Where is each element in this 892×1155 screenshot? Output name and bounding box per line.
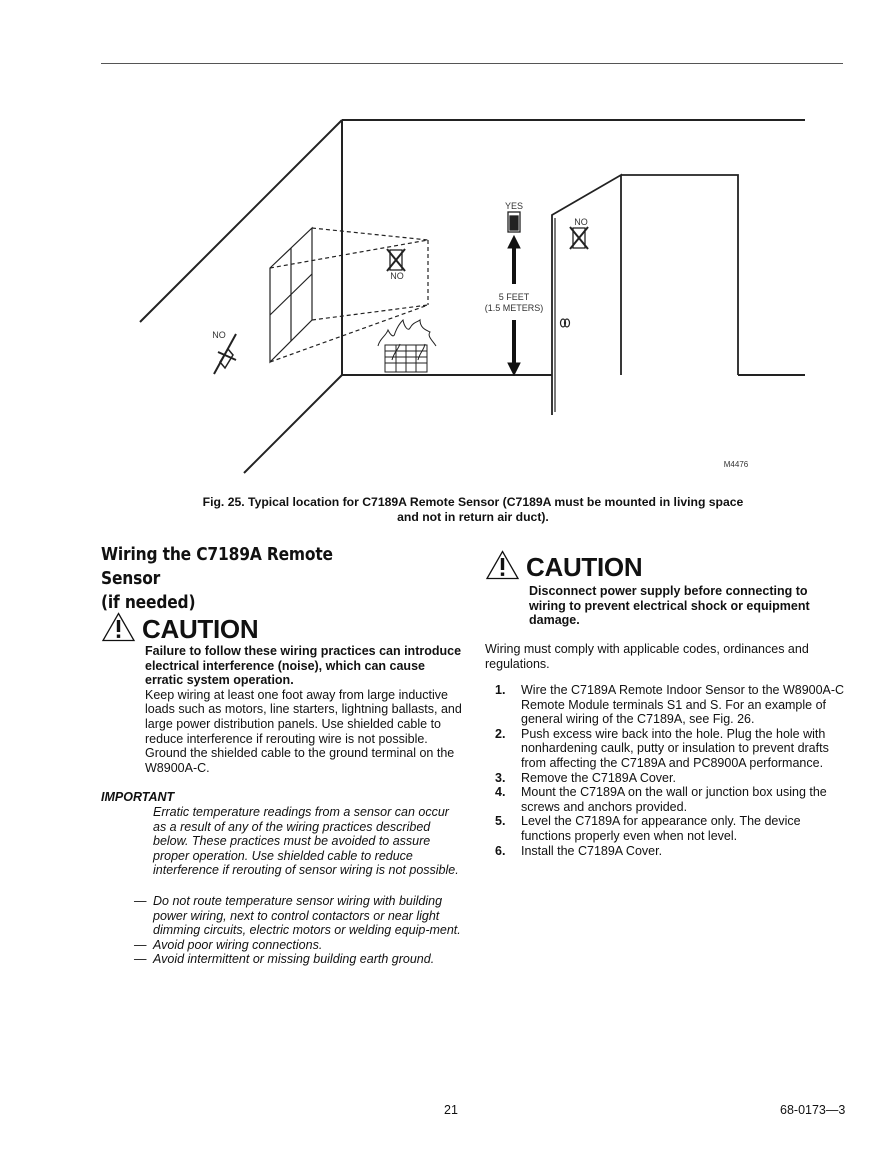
figure-caption: Fig. 25. Typical location for C7189A Remote Sensor (C7189A must be mounted in living space and not in return air duct).: [202, 495, 744, 524]
caution-heading-right-text: CAUTION: [526, 552, 643, 582]
step-item: [495, 814, 845, 843]
radiator-icon: [385, 345, 427, 372]
step-text: Wire the C7189A Remote Indoor Sensor to the W8900A-C Remote Module terminals S1 and S. For an example of general wiring of the C7189A, see Fig. 26.: [521, 683, 845, 727]
bullet-dash: —: [134, 937, 147, 952]
step-text: Push excess wire back into the hole. Plug the hole with nonhardening caulk, putty or insulation to prevent drafts from affecting the C7189A and PC8900A performance.: [521, 726, 829, 770]
label-height-meters: (1.5 METERS): [484, 303, 544, 313]
caution-left-text: Keep wiring at least one foot away from large inductive loads such as motors, line starters, lightning ballasts, and large power distribution panels. Use shielded cable to reduce interference if rerouting wire is not possible. Ground the shielded cable to the ground terminal on the W8900A-C.: [145, 687, 462, 775]
door-frame: [552, 175, 621, 415]
important-label: IMPORTANT: [101, 790, 175, 804]
important-body: Erratic temperature readings from a sensor can occur as a result of any of the wiring practices described below. These practices must be avoided to assure proper operation. Use shielded cable to reduce interference if rerouting of sensor wiring is not possible.: [153, 805, 459, 878]
step-number: 3.: [495, 770, 506, 785]
sensor-yes-icon: [508, 212, 520, 232]
caution-body-left: [145, 644, 465, 775]
caution-left-warning: Failure to follow these wiring practices can introduce electrical interference (noise), which can cause erratic system operation.: [145, 644, 462, 688]
caution-body-right: [529, 584, 839, 628]
step-text: Mount the C7189A on the wall or junction box using the screws and anchors provided.: [521, 785, 827, 814]
step-item: [495, 844, 845, 859]
section-title-line-2: (if needed): [101, 592, 196, 613]
step-text: Install the C7189A Cover.: [521, 843, 663, 858]
step-item: [495, 785, 845, 814]
floor-edge-line: [244, 375, 342, 473]
step-number: 6.: [495, 843, 506, 858]
warning-triangle-icon: [101, 612, 136, 642]
bullet-item: [134, 952, 464, 967]
bullet-text: Avoid intermittent or missing building earth ground.: [153, 952, 435, 967]
intro-paragraph: Wiring must comply with applicable codes, ordinances and regulations.: [485, 642, 809, 671]
important-bullets: [134, 894, 464, 967]
step-text: Remove the C7189A Cover.: [521, 770, 676, 785]
drawing-id: M4476: [723, 460, 749, 469]
sensor-no-door-icon: [570, 227, 588, 249]
label-yes: YES: [504, 201, 524, 211]
bullet-dash: —: [134, 952, 147, 967]
label-height-feet: 5 FEET: [498, 292, 530, 302]
section-title-line-1: Wiring the C7189A Remote Sensor: [101, 544, 333, 589]
step-text: Level the C7189A for appearance only. The device functions properly even when not level.: [521, 814, 801, 843]
bullet-item: [134, 938, 464, 953]
label-no-door: NO: [574, 217, 588, 227]
bullet-item: [134, 894, 464, 938]
sensor-no-corner-icon: [214, 334, 236, 374]
step-number: 1.: [495, 683, 506, 697]
sensor-location-figure: [100, 100, 810, 480]
caution-heading-left-text: CAUTION: [142, 614, 259, 644]
document-number: 68-0173—3: [780, 1103, 846, 1117]
step-item: [495, 683, 845, 727]
step-item: [495, 727, 845, 771]
doorway-frame: [621, 175, 738, 375]
caution-right-warning: Disconnect power supply before connecting to wiring to prevent electrical shock or equipment damage.: [529, 584, 810, 628]
caution-heading-right: [485, 550, 642, 580]
step-number: 2.: [495, 726, 506, 741]
step-number: 5.: [495, 814, 506, 829]
duct-outline: [312, 228, 428, 240]
warning-triangle-icon: [485, 550, 520, 580]
label-no-duct: NO: [390, 271, 404, 281]
step-number: 4.: [495, 785, 506, 800]
label-no-corner: NO: [212, 330, 226, 340]
header-rule: [101, 63, 843, 64]
bullet-text: Avoid poor wiring connections.: [153, 937, 323, 952]
steps-list: [495, 683, 845, 858]
door-knob-icon: [561, 319, 570, 327]
sensor-no-duct-icon: [387, 249, 405, 271]
section-title: [101, 543, 393, 615]
page-number: 21: [444, 1103, 458, 1117]
caution-heading-left: [101, 612, 258, 642]
bullet-text: Do not route temperature sensor wiring with building power wiring, next to control contactors or near light dimming circuits, electric motors or welding equip-ment.: [153, 894, 461, 938]
bullet-dash: —: [134, 894, 147, 908]
step-item: [495, 771, 845, 786]
